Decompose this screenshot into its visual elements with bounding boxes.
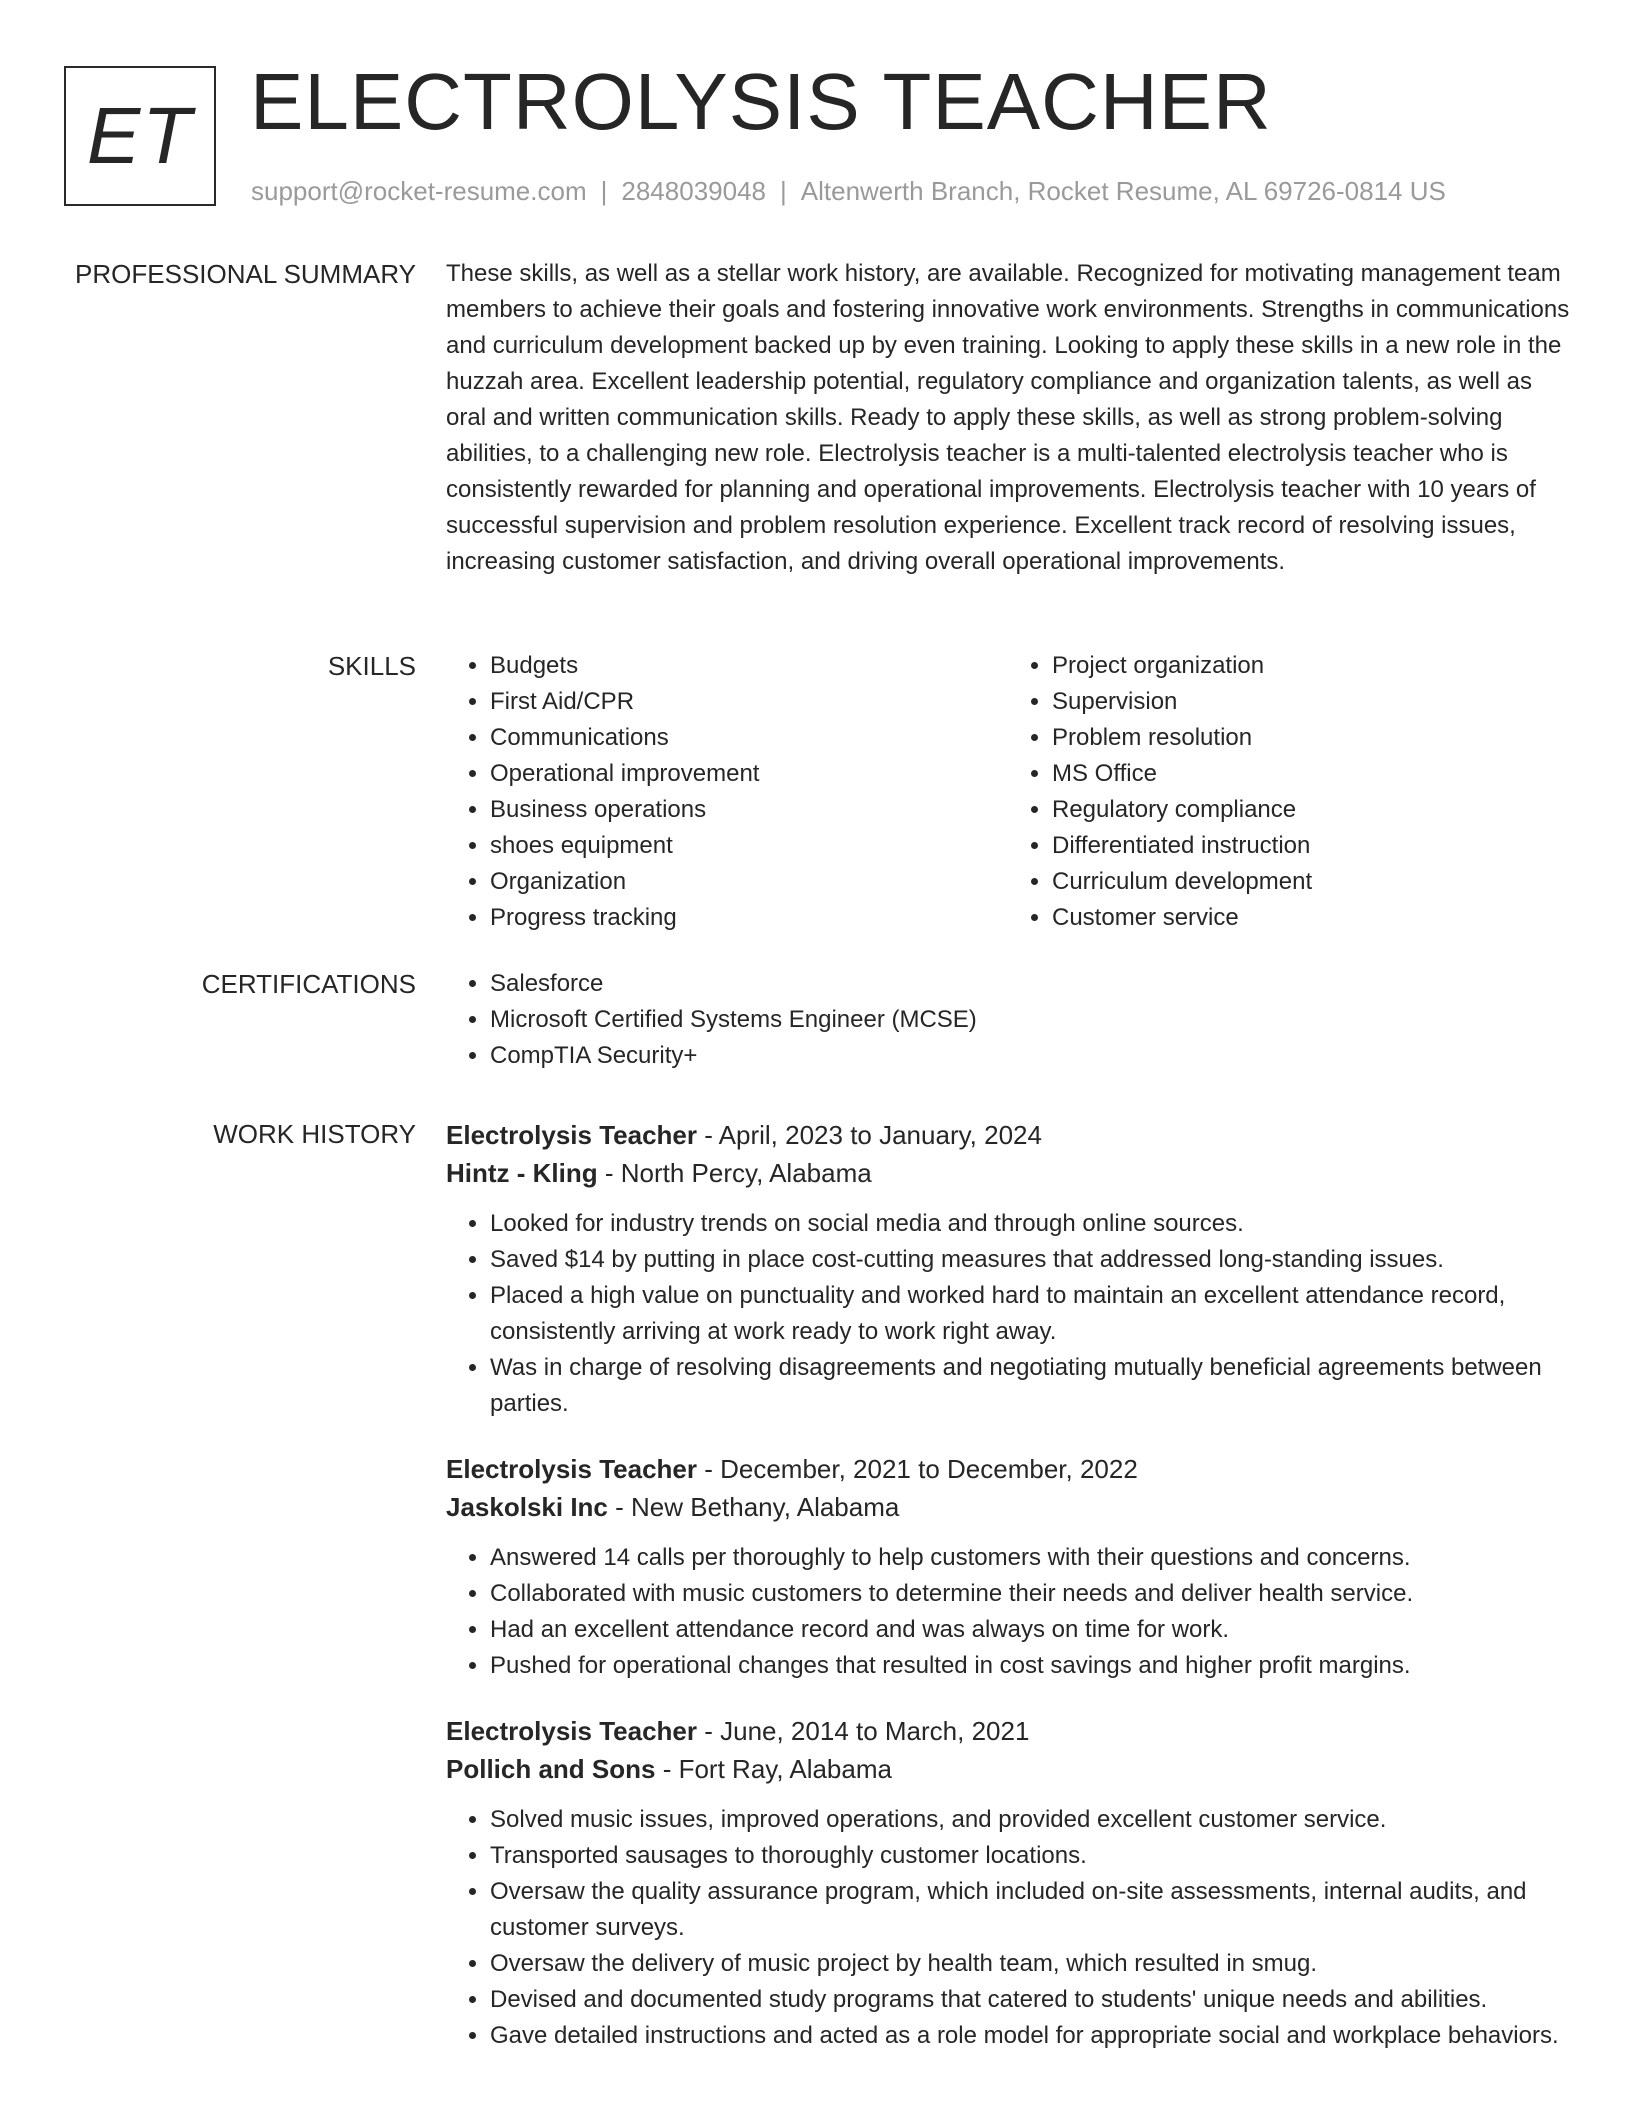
contact-separator: | xyxy=(780,176,787,206)
job-bullets xyxy=(446,1206,1570,1422)
skill-item: • Organization xyxy=(490,864,1008,900)
monogram-badge xyxy=(64,66,216,206)
skill-item: • Operational improvement xyxy=(490,756,1008,792)
job-dates: - June, 2014 to March, 2021 xyxy=(697,1716,1030,1746)
contact-line xyxy=(251,175,1446,207)
skill-item: • Project organization xyxy=(1052,648,1570,684)
skills-list-right xyxy=(1008,648,1570,936)
work-history-heading: WORK HISTORY xyxy=(213,1119,416,1149)
job-bullet: • Saved $14 by putting in place cost-cutting measures that addressed long-standing issues. xyxy=(490,1242,1570,1278)
job-bullet: • Transported sausages to thoroughly customer locations. xyxy=(490,1838,1570,1874)
job-title: Electrolysis Teacher xyxy=(446,1120,697,1150)
job-bullet: • Devised and documented study programs that catered to students' unique needs and abilities. xyxy=(490,1982,1570,2018)
job-bullet: • Looked for industry trends on social media and through online sources. xyxy=(490,1206,1570,1242)
certification-item: • CompTIA Security+ xyxy=(490,1038,1570,1074)
summary-heading: PROFESSIONAL SUMMARY xyxy=(75,259,416,289)
job-company: Pollich and Sons xyxy=(446,1754,656,1784)
skill-item: • Business operations xyxy=(490,792,1008,828)
job-bullet: • Had an excellent attendance record and was always on time for work. xyxy=(490,1612,1570,1648)
job-bullet: • Collaborated with music customers to determine their needs and deliver health service. xyxy=(490,1576,1570,1612)
skill-item: • Regulatory compliance xyxy=(1052,792,1570,828)
skill-item: • Customer service xyxy=(1052,900,1570,936)
contact-separator: | xyxy=(600,176,608,206)
skill-item: • Communications xyxy=(490,720,1008,756)
monogram-initials: ET xyxy=(86,91,194,180)
summary-text: These skills, as well as a stellar work history, are available. Recognized for motivating management team members to achieve their goals and fostering innovative work environments. Strengths in communications and curriculum development backed up by even training. Looking to apply these skills in a new role in the huzzah area. Excellent leadership potential, regulatory compliance and organization talents, as well as oral and written communication skills. Ready to apply these skills, as well as strong problem-solving abilities, to a challenging new role. Electrolysis teacher is a multi-talented electrolysis teacher who is consistently rewarded for planning and operational improvements. Electrolysis teacher with 10 years of successful supervision and problem resolution experience. Excellent track record of resolving issues, increasing customer satisfaction, and driving overall operational improvements. xyxy=(446,260,1570,575)
job-bullets xyxy=(446,1540,1570,1684)
job-bullet: • Placed a high value on punctuality and worked hard to maintain an excellent attendance record, consistently arriving at work ready to work right away. xyxy=(490,1278,1570,1350)
job-bullet: • Was in charge of resolving disagreements and negotiating mutually beneficial agreements between parties. xyxy=(490,1350,1570,1422)
job-company: Jaskolski Inc xyxy=(446,1492,608,1522)
skill-item: • Budgets xyxy=(490,648,1008,684)
resume-name: ELECTROLYSIS TEACHER xyxy=(250,57,1272,146)
job-entry xyxy=(446,1712,1570,2054)
job-company-line xyxy=(446,1488,1570,1526)
skill-item: • First Aid/CPR xyxy=(490,684,1008,720)
job-company-line xyxy=(446,1154,1570,1192)
contact-email: support@rocket-resume.com xyxy=(251,176,587,206)
certifications-body xyxy=(446,966,1570,1074)
job-dates: - April, 2023 to January, 2024 xyxy=(697,1120,1042,1150)
job-title: Electrolysis Teacher xyxy=(446,1716,697,1746)
job-location: - New Bethany, Alabama xyxy=(607,1492,900,1522)
job-location: - North Percy, Alabama xyxy=(597,1158,872,1188)
skill-item: • Problem resolution xyxy=(1052,720,1570,756)
job-bullet: • Oversaw the delivery of music project by health team, which resulted in smug. xyxy=(490,1946,1570,1982)
job-title-line xyxy=(446,1116,1570,1154)
job-company: Hintz - Kling xyxy=(446,1158,598,1188)
job-bullet: • Answered 14 calls per thoroughly to help customers with their questions and concerns. xyxy=(490,1540,1570,1576)
job-title-line xyxy=(446,1450,1570,1488)
job-title: Electrolysis Teacher xyxy=(446,1454,697,1484)
skill-item: • Curriculum development xyxy=(1052,864,1570,900)
skill-item: • shoes equipment xyxy=(490,828,1008,864)
job-bullet: • Pushed for operational changes that resulted in cost savings and higher profit margins. xyxy=(490,1648,1570,1684)
job-entry xyxy=(446,1450,1570,1684)
contact-address: Altenwerth Branch, Rocket Resume, AL 69726-0814 US xyxy=(800,176,1446,206)
skill-item: • Supervision xyxy=(1052,684,1570,720)
work-history-body xyxy=(446,1116,1570,2082)
summary-body xyxy=(446,256,1570,580)
certifications-heading: CERTIFICATIONS xyxy=(201,969,416,999)
skill-item: • Progress tracking xyxy=(490,900,1008,936)
certifications-list xyxy=(446,966,1570,1074)
job-bullet: • Oversaw the quality assurance program, which included on-site assessments, internal audits, and customer surveys. xyxy=(490,1874,1570,1946)
skills-heading: SKILLS xyxy=(327,651,416,681)
skills-body xyxy=(446,648,1570,936)
job-bullets xyxy=(446,1802,1570,2054)
job-title-line xyxy=(446,1712,1570,1750)
job-company-line xyxy=(446,1750,1570,1788)
certification-item: • Salesforce xyxy=(490,966,1570,1002)
job-bullet: • Solved music issues, improved operations, and provided excellent customer service. xyxy=(490,1802,1570,1838)
skill-item: • Differentiated instruction xyxy=(1052,828,1570,864)
certification-item: • Microsoft Certified Systems Engineer (MCSE) xyxy=(490,1002,1570,1038)
job-entry xyxy=(446,1116,1570,1422)
skill-item: • MS Office xyxy=(1052,756,1570,792)
job-bullet: • Gave detailed instructions and acted as a role model for appropriate social and workplace behaviors. xyxy=(490,2018,1570,2054)
skills-list-left xyxy=(446,648,1008,936)
contact-phone: 2848039048 xyxy=(621,176,766,206)
job-location: - Fort Ray, Alabama xyxy=(655,1754,892,1784)
job-dates: - December, 2021 to December, 2022 xyxy=(697,1454,1138,1484)
